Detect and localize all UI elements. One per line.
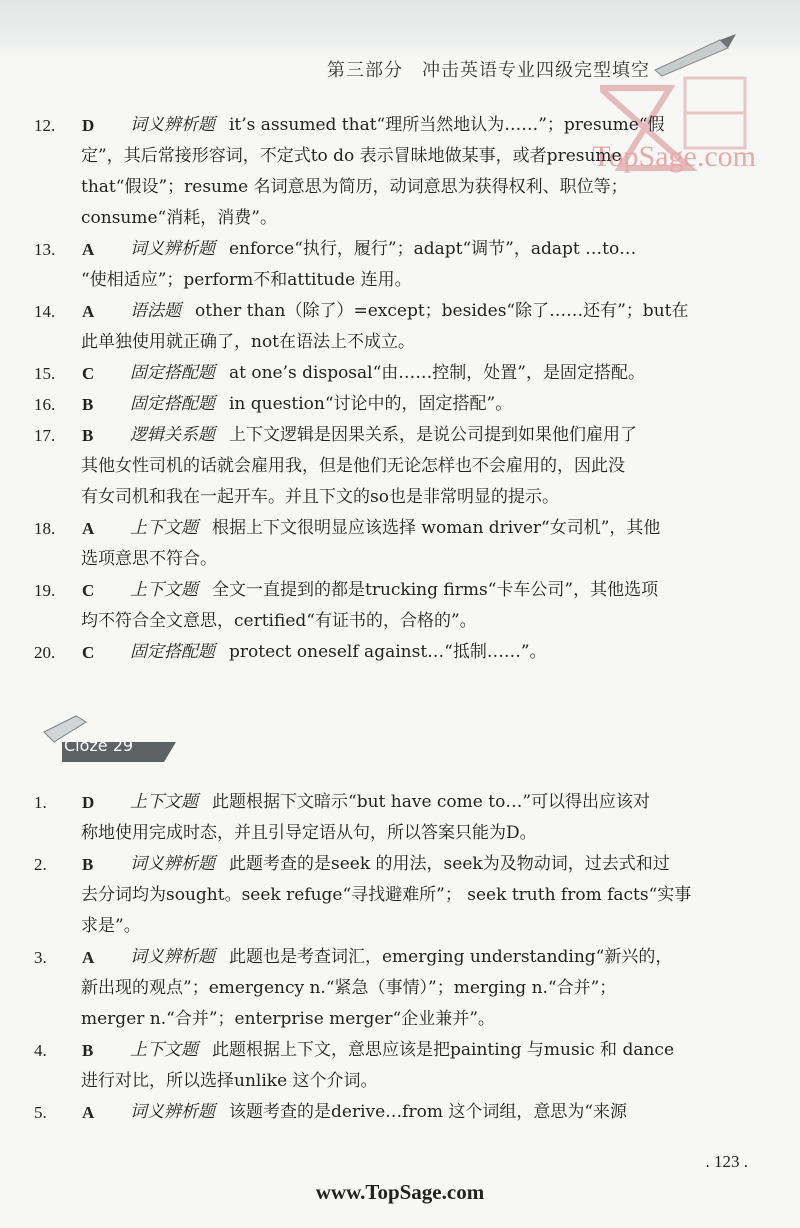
answer-entry (34, 942, 724, 1035)
entry-continuation: 均不符合全文意思，certified“有证书的，合格的”。 (81, 611, 477, 631)
entry-text: 此题也是考查词汇，emerging understanding“新兴的， (229, 947, 673, 967)
page-number: . 123 . (705, 1152, 748, 1171)
entry-text: 该题考查的是derive…from 这个词组，意思为“来源 (229, 1102, 628, 1122)
entry-first-line (34, 575, 724, 606)
entry-continuation: 去分词均为sought。seek refuge“寻找避难所”； seek truth from facts“实事 (81, 885, 692, 905)
entry-answer: C (82, 364, 95, 383)
entry-continuation: 选项意思不符合。 (81, 549, 217, 569)
entry-answer: A (82, 1103, 95, 1122)
entry-answer: A (82, 948, 95, 967)
entry-text: enforce“执行，履行”；adapt“调节”，adapt …to… (229, 239, 637, 259)
entry-first-line (34, 420, 724, 451)
answer-entry (34, 513, 724, 575)
pen-icon (650, 30, 740, 80)
entry-first-line (34, 234, 724, 265)
entry-answer: B (82, 1041, 94, 1060)
entry-category: 词义辨析题 (130, 947, 215, 967)
entry-first-line (34, 358, 724, 389)
entry-continuation: 有女司机和我在一起开车。并且下文的so也是非常明显的提示。 (81, 487, 559, 507)
footer-url: www.TopSage.com (315, 1180, 485, 1204)
entry-category: 固定搭配题 (130, 642, 215, 662)
entry-continuation: 定”，其后常接形容词，不定式to do 表示冒昧地做某事，或者presume (81, 146, 622, 166)
entry-number: 2. (34, 855, 47, 874)
answer-entry (34, 389, 724, 420)
entry-category: 上下文题 (130, 792, 198, 812)
answer-entry (34, 110, 724, 234)
entry-text: at one’s disposal“由……控制，处置”，是固定搭配。 (229, 363, 645, 383)
entry-first-line (34, 1035, 724, 1066)
entry-first-line (34, 849, 724, 880)
entry-category: 固定搭配题 (130, 394, 215, 414)
entry-text: 此题考查的是seek 的用法，seek为及物动词，过去式和过 (229, 854, 670, 874)
entry-first-line (34, 513, 724, 544)
answer-entry (34, 849, 724, 942)
entry-category: 词义辨析题 (130, 115, 215, 135)
entry-answer: B (82, 426, 94, 445)
entry-number: 4. (34, 1041, 47, 1060)
entry-answer: C (82, 643, 95, 662)
entry-continuation: 求是”。 (81, 916, 141, 936)
entry-number: 15. (34, 364, 56, 383)
entry-category: 固定搭配题 (130, 363, 215, 383)
watermark-text: TopSage.com (592, 140, 756, 173)
entry-answer: B (82, 395, 94, 414)
entry-category: 逻辑关系题 (130, 425, 215, 445)
cloze-title: Cloze 29 (64, 736, 134, 755)
entry-number: 18. (34, 519, 56, 538)
entry-first-line (34, 637, 724, 668)
entry-continuation: 新出现的观点”；emergency n.“紧急（事情）”；merging n.“合并”； (81, 978, 617, 998)
entry-answer: C (82, 581, 95, 600)
entry-answer: D (82, 793, 95, 812)
answer-list-2 (34, 787, 724, 1128)
entry-category: 上下文题 (130, 1040, 198, 1060)
entry-first-line (34, 296, 724, 327)
entry-continuation: that“假设”；resume 名词意思为简历，动词意思为获得权利、职位等； (81, 177, 628, 197)
entry-number: 19. (34, 581, 56, 600)
entry-number: 20. (34, 643, 56, 662)
entry-text: 根据上下文很明显应该选择 woman driver“女司机”，其他 (212, 518, 661, 538)
entry-continuation: 称地使用完成时态，并且引导定语从句，所以答案只能为D。 (81, 823, 537, 843)
entry-category: 上下文题 (130, 580, 198, 600)
entry-text: 此题根据上下文，意思应该是把painting 与music 和 dance (212, 1040, 675, 1060)
entry-continuation: 其他女性司机的话就会雇用我，但是他们无论怎样也不会雇用的，因此没 (81, 456, 625, 476)
entry-number: 14. (34, 302, 56, 321)
entry-continuation: 进行对比，所以选择unlike 这个介词。 (81, 1071, 378, 1091)
entry-category: 词义辨析题 (130, 1102, 215, 1122)
answer-entry (34, 787, 724, 849)
entry-number: 16. (34, 395, 56, 414)
entry-text: other than（除了）=except；besides“除了……还有”；but在 (195, 301, 689, 321)
entry-answer: A (82, 302, 95, 321)
entry-text: protect oneself against…“抵制……”。 (229, 642, 547, 662)
entry-category: 上下文题 (130, 518, 198, 538)
entry-text: 上下文逻辑是因果关系，是说公司提到如果他们雇用了 (229, 425, 637, 445)
entry-answer: B (82, 855, 94, 874)
entry-answer: D (82, 116, 95, 135)
entry-first-line (34, 942, 724, 973)
entry-number: 3. (34, 948, 47, 967)
entry-continuation: consume“消耗，消费”。 (81, 208, 277, 228)
running-header: 第三部分 冲击英语专业四级完型填空 (327, 60, 650, 81)
entry-first-line (34, 389, 724, 420)
answer-entry (34, 358, 724, 389)
entry-text: in question“讨论中的，固定搭配”。 (229, 394, 513, 414)
answer-entry (34, 1097, 724, 1128)
answer-entry (34, 420, 724, 513)
entry-first-line (34, 110, 724, 141)
answer-entry (34, 575, 724, 637)
entry-text: 全文一直提到的都是trucking firms“卡车公司”，其他选项 (212, 580, 659, 600)
entry-text: 此题根据下文暗示“but have come to…”可以得出应该对 (212, 792, 651, 812)
entry-first-line (34, 787, 724, 818)
entry-number: 1. (34, 793, 47, 812)
entry-continuation: “使相适应”；perform不和attitude 连用。 (81, 270, 412, 290)
entry-number: 5. (34, 1103, 47, 1122)
entry-category: 语法题 (130, 301, 181, 321)
entry-continuation: merger n.“合并”；enterprise merger“企业兼并”。 (81, 1009, 495, 1029)
entry-category: 词义辨析题 (130, 854, 215, 874)
entry-number: 17. (34, 426, 56, 445)
entry-number: 12. (34, 116, 56, 135)
answer-entry (34, 296, 724, 358)
answer-entry (34, 637, 724, 668)
entry-answer: A (82, 240, 95, 259)
answer-entry (34, 1035, 724, 1097)
entry-answer: A (82, 519, 95, 538)
answer-list-1 (34, 110, 724, 668)
entry-category: 词义辨析题 (130, 239, 215, 259)
entry-text: it’s assumed that“理所当然地认为……”；presume“假 (229, 115, 665, 135)
answer-entry (34, 234, 724, 296)
entry-continuation: 此单独使用就正确了，not在语法上不成立。 (81, 332, 416, 352)
entry-number: 13. (34, 240, 56, 259)
entry-first-line (34, 1097, 724, 1128)
